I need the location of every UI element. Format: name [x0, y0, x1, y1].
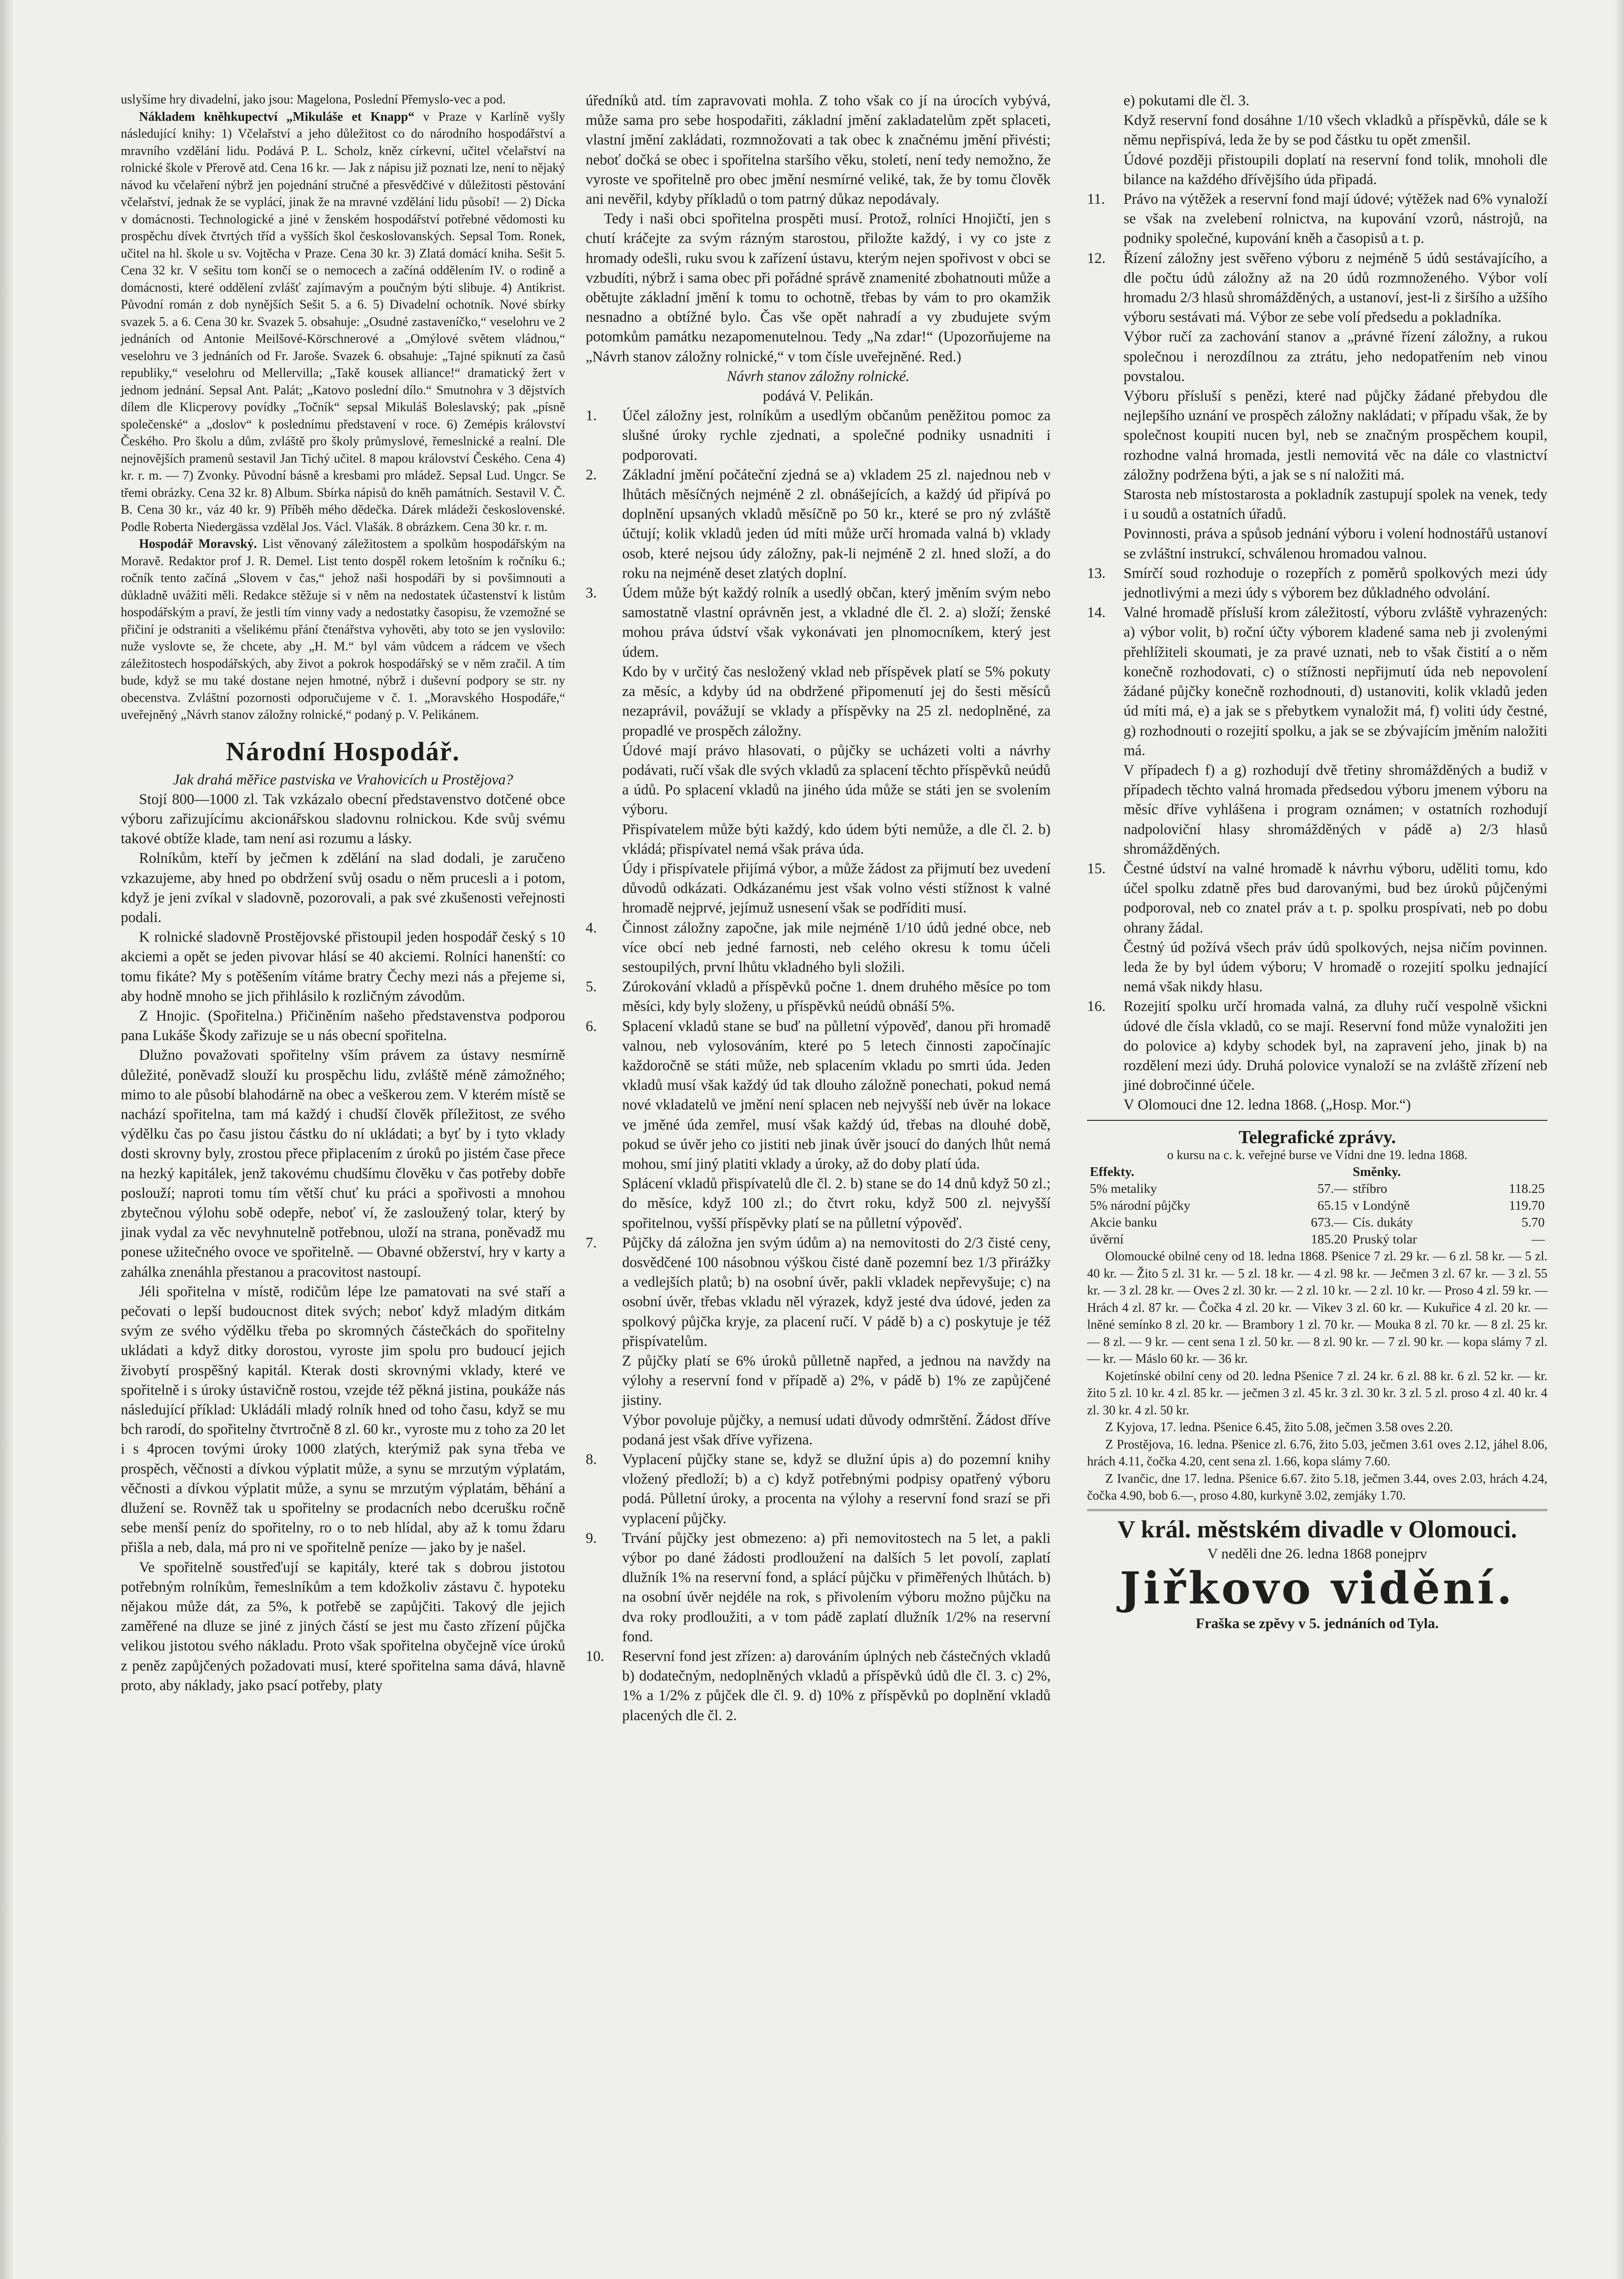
paragraph: K rolnické sladovně Prostějovské přistoupil jeden hospodář český s 10 akciemi a opět se jeden pivovar hlásí se 40 akciemi. Rolníci hanenští: co tomu fikáte? My s potěšením vítáme bratry Čechy mezi nás a přejeme si, aby hodně mnoho se jich přihlásilo k rozličným závodům.: [121, 929, 565, 1005]
item-text: e) pokutami dle čl. 3.: [1124, 93, 1250, 109]
statute-item: [1087, 761, 1547, 859]
table-row: [1087, 1181, 1547, 1197]
item-text: Z půjčky platí se 6% úroků půlletně napřed, a jednou na navždy na výlohy a reservní fond v případě a) 2%, v pádě b) 1% ze zapůjčené jistiny.: [622, 1353, 1051, 1409]
item-text: Reservní fond jest zřízen: a) darováním úplných neb částečných vkladů b) dodatečným, nedoplněných vkladů a příspěvků údů dle čl. 3. c) 2%, 1% a 1/2% z půjček dle čl. 9. d) 10% z příspěvků po doplnění vkladů placených dle čl. 2.: [622, 1648, 1051, 1724]
item-number: 7.: [586, 1234, 597, 1251]
statute-item: [1087, 190, 1547, 249]
column-2: [586, 91, 1051, 1726]
item-number: 13.: [1087, 565, 1106, 582]
table-row: [1087, 1214, 1547, 1231]
item-number: 8.: [586, 1451, 597, 1468]
heading-inline: Hospodář Moravský.: [139, 537, 257, 551]
table-cell: Akcie banku: [1090, 1215, 1157, 1230]
item-number: 15.: [1087, 860, 1106, 877]
table-cell: Pruský tolar: [1352, 1232, 1417, 1247]
table-cell: 118.25: [1509, 1181, 1545, 1196]
statute-item: [1087, 1095, 1547, 1115]
table-row: [1087, 1231, 1547, 1248]
paragraph: uslyšíme hry divadelní, jako jsou: Magelona, Poslední Přemyslo-vec a pod.: [121, 93, 506, 107]
item-text: Smírčí soud rozhoduje o rozepřích z poměrů spolkových mezi údy jednotlivými a mezi údy s výborem bez důkladného odvolání.: [1124, 565, 1547, 602]
statute-list: [586, 406, 1051, 1726]
paragraph: [121, 536, 565, 724]
paragraph: Tedy i naši obci spořitelna prospěti musí. Protož, rolníci Hnojičtí, jen s chutí kráčejte za svým rázným starostou, přiložte každý, i vy co jste z hromady odešli, ruku svou k zařízení ústavu, kterým nejen spořivost v obci se vzbudíti, nýbrž i sama obec při pořádné správě znamenité zbohatnouti může a obětujte základní jmění k tomu to ochotně, třebas by vám to pro okamžik nesnadno a obtížné bylo. Čas vše opět nahradí a vy zbudujete svým potomkům památku nezapomenutelnou. Tedy „Na zdar!“ (Upozorňujeme na „Návrh stanov záložny rolnické,“ v tom čísle uveřejněné. Red.): [586, 211, 1051, 365]
item-text: Výbor ručí za zachování stanov a „právné řízení záložny, a rukou společnou i nerozdílnou za ztrátu, jeho nedopatřením neb vinou povstalou.: [1124, 329, 1547, 385]
item-number: 16.: [1087, 998, 1106, 1015]
paragraph: Stojí 800—1000 zl. Tak vzkázalo obecní představenstvo dotčené obce výboru zařizujícímu akcionářskou sladovnu rolnickou. Kde svůj svému takové obtíže klade, tam není asi rozumu a lásky.: [121, 791, 565, 847]
item-text: Údy i přispívatele přijímá výbor, a může žádost za přijmutí bez uvedení důvodů odkázati. Odkázanému jest však volno vésti stížnost k valné hromadě nejprvé, jejímuž usnesení však se podříditi musí.: [622, 860, 1051, 917]
table-cell: v Londýně: [1352, 1198, 1410, 1213]
statute-item: [1087, 997, 1547, 1095]
article-author: podává V. Pelikán.: [763, 388, 874, 405]
item-text: Údové mají právo hlasovati, o půjčky se ucházeti volti a návrhy podávati, ručí však dle svých vkladů za splacení těchto příspěvků neúdů a údů. Po splacení vkladů na jiného úda může se státi jen se svolením výboru.: [622, 742, 1051, 818]
statute-item: [586, 977, 1051, 1016]
exchange-table: [1087, 1164, 1547, 1248]
table-cell: Cís. dukáty: [1352, 1215, 1413, 1230]
divider: [1087, 1120, 1547, 1121]
item-text: Když reservní fond dosáhne 1/10 všech vkladků a příspěvků, dále se k němu nepřispívá, leda že by se pod částku tu opět zmenšil.: [1124, 112, 1547, 149]
item-text: Splacení vkladů stane se buď na půlletní výpověď, danou při hromadě valnou, neb vylosováním, které po 5 letech činnosti započínajíc každoročně se státi může, neb splacením vkladu po smrti úda. Jeden vkladů musí však každý úd tak dlouho záložně ponechati, pokud nemá nové vkladatelů ve jmění není splacen neb nejvyšší neb úvěr na lokace ve jměné úda zemřel, musí však každý úd, třebas na dlouhé době, pokud se úvěr jeho co jistiti neb jinak úvěr jsoucí do daných lhůt nemá mohou, smí jiný platiti vklady a úroky, až do doby platí úda.: [622, 1018, 1051, 1172]
article-subtitle: Jak drahá měřice pastviska ve Vrahovicích u Prostějova?: [173, 771, 513, 788]
table-cell: —: [1531, 1232, 1545, 1247]
statute-list-continued: [1087, 91, 1547, 1115]
item-text: Právo na výtěžek a reservní fond mají údové; výtěžek nad 6% vynaloží se však na zvelebení rolnictva, na kupování vzorů, nástrojů, na podniky společné, kupování kněh a časopisů a t. p.: [1124, 191, 1547, 247]
theatre-date: V neděli dne 26. ledna 1868 ponejprv: [1207, 1545, 1427, 1562]
item-text: Účel záložny jest, rolníkům a usedlým občanům peněžitou pomoc za slušné úroky rychle zjednati, a společné podniky usnadniti i podporovati.: [622, 407, 1051, 464]
paragraph: [121, 108, 565, 536]
item-text: Vyplacení půjčky stane se, když se dlužní úpis a) do pozemní knihy vložený předloží; b) a c) když potřebnými podpisy opatřený výboru podá. Půlletní úroky, a procenta na výlohy a reservní fond srazí se při vyplacení půjčky.: [622, 1451, 1051, 1527]
market-prices: Z Prostějova, 16. ledna. Pšenice zl. 6.76, žito 5.03, ječmen 3.61 oves 2.12, jáhel 8.06, hrách 4.11, čočka 4.20, cent sena zl. 1.66, kopa slámy 7.60.: [1087, 1437, 1547, 1469]
table-cell: stříbro: [1352, 1181, 1387, 1196]
paragraph: Rolníkům, kteří by ječmen k zdělání na slad dodali, je zaručeno vzkazujeme, aby hned po obdržení svůj osadu o něm prucesli a i potom, když je jeni zvíkal v sladovně, pozorovali, a pak své zkušenosti veřejnosti podali.: [121, 850, 565, 926]
statute-item: [1087, 387, 1547, 485]
item-number: 1.: [586, 407, 597, 424]
item-text: Činnost záložny započne, jak mile nejméně 1/10 údů jedné obce, neb více obcí neb jedné farnosti, neb celého okresu k tomu účeli sestoupilých, první lhůtu vkladného byli složili.: [622, 919, 1051, 975]
market-prices: Kojetínské obilní ceny od 20. ledna Pšenice 7 zl. 24 kr. 6 zl. 88 kr. 6 zl. 52 kr. — kr. žito 5 zl. 10 kr. 4 zl. 85 kr. — ječmen 3 zl. 45 kr. 3 zl. 30 kr. 3 zl. 5 zl. proso 4 zl. 40 kr. 4 zl. 30 kr. 4 zl. 50 kr.: [1087, 1369, 1547, 1418]
statute-item: [586, 583, 1051, 662]
market-prices: Z Kyjova, 17. ledna. Pšenice 6.45, žito 5.08, ječmen 3.58 oves 2.20.: [1105, 1420, 1453, 1435]
column-3: [1087, 91, 1547, 1633]
paragraph-text: v Praze v Karlíně vyšly následující knihy: 1) Včelařství a jeho důležitost co do národního hospodářství a mravního vzdělání lidu. Podává P. L. Scholz, kněz církevní, učitel včelařství na rolnické škole v Přerově atd. Cena 16 kr. — Jak z nápisu již poznati lze, není to nějaký návod ku včelaření nýbrž jen pojednání stručné a přesvědčivé v důležitosti pěstování včelařství, jednak že se vyplácí, jinak že na mravné vzdělání lidu působí! — 2) Dícka v domácnosti. Technologické a jiné v ženském hospodářství potřebné vědomosti ku prospěchu dívek čtvrtých tříd a vyšších škol českoslovanských. Sepsal Tom. Ronek, učitel na hl. škole u sv. Vojtěcha v Praze. Cena 30 kr. 3) Zlatá domácí kniha. Sešit 5. Cena 32 kr. V sešitu tom končí se o nemocech a začíná oddělením IV. o rodině a domácnosti, které oddělení zvlášť zajímavým a poučným býti slibuje. 4) Antikrist. Původní román z dob nynějších Sešit 5. a 6. 5) Divadelní ochotník. Nové sbírky svazek 5. a 6. Cena 30 kr. Svazek 5. obsahuje: „Osudné zastaveníčko,“ veselohru ve 2 jednáních od Antonie Meilšové-Körschnerové a „Omýlové světem vládnou,“ veselohru ve 3 jednáních od Fr. Jaroše. Svazek 6. obsahuje: „Tajné spiknutí za časů republiky,“ veselohru od Mellervilla; „Takě kousek alliance!“ dramatický žert v jednom jednání. Sepsal Ant. Palát; „Katovo poslední dílo.“ Smutnohra v 3 dějstvích dílem dle Klicperovy povídky „Točník“ sepsal Mikuláš Boleslavský; pak „písně společenské“ a „doslov“ k poslednímu představení v roce. 6) Zemépis království Českého. Pro školu a dům, zvláště pro školy průmyslové, řemeslnické a realní. Dle nejnovějších pramenů sestavil Jan Tichý učitel. 8 mapou království Českého. Cena 4) kr. r. m. — 7) Zvonky. Původní básně a kresbami pro mládež. Sepsal Lud. Ungcr. Se třemi obrázky. Cena 32 kr. 8) Album. Sbírka nápisů do kněh památních. Sestavil V. Č. B. Cena 30 kr., váz 40 kr. 9) Příběh mého dědečka. Dárek mládeži československé. Podle Roberta Niedergässa vzdělal Jos. Václ. Vlašák. 8 obrázkem. Cena 30 kr. r. m.: [121, 109, 565, 534]
statute-item: [586, 820, 1051, 859]
item-text: V Olomouci dne 12. ledna 1868. („Hosp. Mor.“): [1124, 1097, 1411, 1114]
item-number: 9.: [586, 1530, 597, 1547]
statute-item: [1087, 111, 1547, 150]
play-title: Jiřkovo vidění.: [1119, 1562, 1515, 1614]
statute-item: [1087, 524, 1547, 563]
statute-item: [1087, 91, 1547, 111]
telegraph-title: Telegrafické zprávy.: [1238, 1126, 1396, 1147]
statute-item: [1087, 564, 1547, 603]
statute-item: [1087, 249, 1547, 328]
item-text: Kdo by v určitý čas nesložený vklad neb příspěvek platí se 5% pokuty za měsíc, a kdyby úd na obdržené připomenutí jej do šesti měsíců nezaprávil, povážují se vklady a příspěvky na 25 zl. nedoplněné, za propadlé ve prospěch záložny.: [622, 663, 1051, 739]
item-number: 6.: [586, 1018, 597, 1035]
statute-item: [1087, 150, 1547, 190]
item-number: 5.: [586, 979, 597, 995]
table-cell: 5% národní půjčky: [1090, 1198, 1191, 1213]
statute-item: [586, 662, 1051, 741]
paragraph-text: List věnovaný záležitostem a spolkům hospodářským na Moravě. Redaktor prof J. R. Demel. List tento dospěl rokem letošním k ročníku 6.; ročník tento začíná „Slovem v čas,“ jehož naši hospodáři by si povšimnouti a důkladně uvážiti měli. Redakce stěžuje si v něm na nedostatek účastenství k listům hospodářským a praví, že jestli tím vinny vady a nedostatky časopisu, že vzemožné se přičiní je odstraniti a všelikému přání čtenářstva vyhověti, aby toto se jen vyslovilo: nuže vyslovte se, že chcete, aby „H. M.“ byl vám vůdcem a rádcem ve všech záležitostech hospodářských, aby život a pokrok hospodářský se v něm zračil. A tím bude, když se mu také dostane nejen hmotné, nýbrž i duševní podpory se str. ny obecenstva. Zvláštní pozornosti odporučujeme v č. 1. „Moravského Hospodáře,“ uveřejněný „Návrh stanov záložny rolnické,“ podaný p. V. Pelikánem.: [121, 537, 566, 722]
column-header: Effekty.: [1090, 1165, 1134, 1180]
item-text: Povinnosti, práva a spůsob jednání výboru i volení hodnostářů ustanoví se zvláštní instrukcí, schválenou hromadou valnou.: [1124, 526, 1547, 562]
statute-item: [586, 918, 1051, 978]
statute-item: [586, 406, 1051, 465]
table-cell: 65.15: [1317, 1198, 1347, 1213]
statute-item: [586, 465, 1051, 583]
article-title: Návrh stanov záložny rolnické.: [727, 368, 910, 385]
item-number: 2.: [586, 466, 597, 483]
statute-item: [586, 1529, 1051, 1647]
statute-item: [1087, 485, 1547, 524]
statute-item: [586, 1351, 1051, 1411]
item-text: Čestný úd požívá všech práv údů spolkových, nejsa ničím povinnen. leda že by byl údem výboru; V hromadě o rozejití spolku jednající nemá však nikdy hlasu.: [1124, 939, 1547, 995]
statute-item: [586, 859, 1051, 918]
statute-item: [586, 1233, 1051, 1351]
telegraph-subtitle: o kursu na c. k. veřejné burse ve Vídni dne 19. ledna 1868.: [1167, 1148, 1468, 1162]
item-text: Splácení vkladů přispívatelů dle čl. 2. b) stane se do 14 dnů když 50 zl.; do měsíce, když 100 zl.; do čtvrt roku, když 500 zl. nejvyšší spořitelnou, vyšší příspěvky platí se na půlletní výpověď.: [622, 1176, 1051, 1232]
market-prices: Olomoucké obilné ceny od 18. ledna 1868. Pšenice 7 zl. 29 kr. — 6 zl. 58 kr. — 5 zl. 40 kr. — Žito 5 zl. 31 kr. — 5 zl. 18 kr. — 4 zl. 98 kr. — Ječmen 3 zl. 67 kr. — 3 zl. 55 kr. — 3 zl. 28 kr. — Oves 2 zl. 30 kr. — 2 zl. 10 kr. — 2 zl. 10 kr. — Proso 4 zl. 59 kr. — Hrách 4 zl. 87 kr. — Čočka 4 zl. 20 kr. — Vikev 3 zl. 60 kr. — Kukuřice 4 zl. 20 kr. — lněné semínko 8 zl. 20 kr. — Brambory 1 zl. 70 kr. — Mouka 8 zl. 70 kr. — 8 zl. 25 kr. — 8 zl. — 9 kr. — cent sena 1 zl. 50 kr. — 8 zl. 90 kr. — 7 zl. 90 kr. — kopa slámy 7 zl. — kr. — Máslo 60 kr. — 36 kr.: [1087, 1249, 1547, 1366]
item-number: 12.: [1087, 250, 1106, 267]
table-cell: 5% metaliky: [1090, 1181, 1157, 1196]
statute-item: [1087, 327, 1547, 387]
table-row: [1087, 1197, 1547, 1214]
paragraph: úředníků atd. tím zapravovati mohla. Z toho však co jí na úrocích vybývá, může sama pro sebe hospodařiti, základní jmění zakladatelům zpět splaceti, vlastní jmění zakládati, rozmnožovati a tak obec k značnému jmění přivésti; neboť dočká se obec i spořitelna staršího věku, století, není tedy nemožno, že vyroste ve spořitelně pro obec jmění nesmírné veliké, tak, že by tomu člověk ani nevěřil, kdyby příkladů o tom patrný důkaz nepodávaly.: [586, 93, 1051, 208]
item-number: 10.: [586, 1648, 604, 1665]
statute-item: [586, 1411, 1051, 1450]
table-cell: 5.70: [1521, 1215, 1545, 1230]
statute-item: [1087, 603, 1547, 761]
paragraph: Ve spořitelně soustřeďují se kapitály, které tak s dobrou jistotou potřebným rolníkům, řemeslníkům a tem kdožkoliv zástavu č. hypoteku nějakou může dát, za 5%, k potřebě se zapůjčiti. Takový dle jejich zaměřené na dluze se jiné z jiných částí se jest mu často zřízení půjčka velikou jistotou svého nákladu. Proto však spořitelna obyčejně více úroků z peněz zapůjčených požadovati musí, které spořitelna sama dává, hlavně proto, aby náklady, jako psací potřeby, platy: [121, 1559, 565, 1694]
column-1: [121, 91, 565, 1696]
page-left-edge: [0, 0, 13, 2279]
item-text: Trvání půjčky jest obmezeno: a) při nemovitostech na 5 let, a pakli výbor po dané žádosti prodloužení na dalších 5 let povolí, zaplatí dlužník 1% na reservní fond, a splácí půjčku v přiměřených lhůtách. b) na osobní úvěr nejdéle na rok, s přivolením výboru možno půjčku na dva roky prodloužiti, a v tom pádě zaplatí dlužník 1/2% na reservní fond.: [622, 1530, 1051, 1645]
item-text: Starosta neb místostarosta a pokladník zastupují spolek na venek, tedy i u soudů a ostatních úřadů.: [1124, 486, 1547, 523]
item-number: 4.: [586, 919, 597, 936]
paragraph: Z Hnojic. (Spořitelna.) Přičiněním našeho představenstva podporou pana Lukáše Škody zařizuje se u nás obecní spořitelna.: [121, 1007, 565, 1044]
item-text: Půjčky dá záložna jen svým údům a) na nemovitosti do 2/3 čisté ceny, dosvědčené 100 násobnou výškou čisté daně pozemní bez 1/3 přirážky a vedlejších platů; b) na osobní úvěr, pakli vkladek nepřevyšuje; c) na osobní úvěr, třebas vkladu něl výrazek, když jesté dva údové, jeden za spolkový půjčka kryje, za placení ručí. V pádě b) a c) poskytuje je též přispívatelům.: [622, 1234, 1051, 1350]
statute-item: [586, 1017, 1051, 1175]
item-text: Řízení záložny jest svěřeno výboru z nejméně 5 údů sestávajícího, a dle počtu údů záložny až na 20 údů rozmnoženého. Výbor volí hromadu 2/3 hlasů shromážděných, a ustanoví, jest-li z širšího a užšího výboru sestávati má. Výbor ze sebe volí předsedu a pokladníka.: [1124, 250, 1547, 326]
market-prices: Z Ivančic, dne 17. ledna. Pšenice 6.67. žito 5.18, ječmen 3.44, oves 2.03, hrách 4.24, čočka 4.90, bob 6.—, proso 4.80, kurkyně 3.02, zemjáky 1.70.: [1087, 1471, 1547, 1503]
statute-item: [586, 741, 1051, 820]
statute-item: [586, 1450, 1051, 1529]
item-text: Výboru přísluší s penězi, které nad půjčky žádané přebydou dle nejlepšího uznání ve prospěch záložny nakládati; v případu však, že by společnost koupiti nucen byl, neb se značným prospěchem koupil, rozhodne valná hromada, jestli nemovitá věc na dále co vlastnictví záložny podržena býti, a jak se s ní naložiti má.: [1124, 388, 1547, 483]
item-text: Valné hromadě přísluší krom záležitostí, výboru zvláště vyhrazených: a) výbor volit, b) roční účty výborem kladené sama neb ji zvolenými přehlížiteli skoumati, je za pravé uznati, neb to však čistití a o něm konečně rozhodovati, c) o stížnosti nepřijmutí úda neb nepovolení žádané půjčky konečně rozhodnouti, d) ustanoviti, kolik vkladů jeden úd míti má, e) a jak se s přebytkem vynaložit má, f) voliti údy čestné, g) rozhodnouti o rozejití spolku, a jak se se zbývajícím jměním naložiti má.: [1124, 604, 1547, 759]
table-cell: úvěrní: [1090, 1232, 1124, 1247]
column-header: Směnky.: [1352, 1165, 1401, 1180]
table-cell: 673.—: [1311, 1215, 1347, 1230]
item-number: 3.: [586, 585, 597, 602]
theatre-heading: V král. městském divadle v Olomouci.: [1117, 1515, 1517, 1543]
play-subtitle: Fraška se zpěvy v 5. jednáních od Tyla.: [1196, 1614, 1439, 1631]
paragraph: Jéli spořitelna v místě, rodičům lépe lze pamatovati na své staří a pečovati o lepší budoucnost ditek svých; neboť když mladým ditkám svým ze svého výdělku třeba po skromných částečkách do spořitelny ukládati a když ditky dorostou, vyroste jim spolu pro budoucí jejich živobytí prospěšný kapitál. Kterak dosti skrovnými vklady, které ve spořitelně i s úroky ústavičně rostou, vzejde též pěkná jistina, poukáže nás následující příklad: Ukládáli mladý rolník hned od toho času, když se mu bch rarodí, do spořitelny čtvrtročně 8 zl. 60 kr., vyroste mu z toho za 20 let i s 4procen tovými úroky 1000 zlatých, kterýmiž pak syna třeba ve prospěch, věčnosti a dívkou výplatit může, a synu se mrzutým výplatám, věčnosti a dívkou výplatit může, a synu se mrzutým výplatám, běhání a dlužení se. Rovněž tak u spořitelny se prodacních nebo dcerušku ročně sebe menší peníz do spořitelny, ro o to neb hlídal, aby až k tomu ždaru přišla a neb, dala, má pro ni ve spořitelně peníze — jako by je našel.: [121, 1283, 565, 1556]
statute-item: [1087, 938, 1547, 997]
paragraph: Dlužno považovati spořitelny vším právem za ústavy nesmírně důležité, poněvadž slouží ku prospěchu lidu, zvláště méně zámožného; mimo to ale působí blahodárně na obec a veškerou zem. V kterém místě se nachází spořitelna, tam má každý i chudší člověk příležitost, ze svého výdělku čas po času jistou částku do ní ukládati; a byť by i tyto vklady dosti skrovny byly, zrostou přece připlacením z úroků po jistém čase přece na hezký kapitálek, jenž takovému chudšímu člověku v čas potřeby dobře poslouží; naproti tomu tím větší chuť ku práci a spořivosti a mnohou zbytečnou výlohu sobě odepře, neboť ví, že zasloužený tolar, který by jinak vydal za věc nevyhnutelně potřebnou, uloží na strana, poněvadž mu ponese užitečného ovoce ve spořitelně. — Obavné obžerství, hry v karty a zahálka znenáhla přestanou a pracovitost nastoupí.: [121, 1047, 565, 1280]
item-text: Rozejití spolku určí hromada valná, za dluhy ručí vespolně všickni údové dle čísla vkladů, co se mají. Reservní fond může vynaložiti jen do polovice a) kdyby schodek byl, na zapravení jeho, jinak b) na rozdělení mezi údy. Druhá polovice vynaloží se na zvláště zřízení neb jiné dobročinné účele.: [1124, 998, 1547, 1094]
item-text: V případech f) a g) rozhodují dvě třetiny shromážděných a budiž v případech těchto valná hromada předsedou výboru jmenem výboru na měsíc dříve vyhlášena i program oznámen; v ostatních rozhodují nadpoloviční hlasy shromážděných v pádě a) 2/3 hlasů shromážděných.: [1124, 762, 1547, 857]
item-text: Přispívatelem může býti každý, kdo údem býti nemůže, a dle čl. 2. b) vkládá; přispívatel nemá však práva úda.: [622, 821, 1051, 857]
heading-inline: Nákladem kněhkupectví „Mikuláše et Knapp“: [139, 109, 415, 124]
item-text: Údem může být každý rolník a usedlý občan, který jměním svým nebo samostatně vlastní oprávněn jest, a vkladné dle čl. 2. a) složí; ženské mohou práva údství však vykonávati jen plnomocníkem, který jest údem.: [622, 585, 1051, 660]
table-cell: 119.70: [1509, 1198, 1545, 1213]
divider: [1087, 1509, 1547, 1511]
item-text: Základní jmění počáteční zjedná se a) vkladem 25 zl. najednou neb v lhůtách měsíčných nejméně 2 zl. obnášejících, a každý úd připívá po doplnění upsaných vkladů měsíčně po 50 kr., které se pro ný zvláště účtují; kolik vkladů jeden úd míti může určí hromada valná b) vklady osob, které nejsou údy záložny, pak-li nejméně 2 zl. hned složí, a do roku na nejméně deset zlatých doplní.: [622, 466, 1051, 582]
item-text: Výbor povoluje půjčky, a nemusí udati důvody odmrštění. Žádost dříve podaná jest však dříve vyřizena.: [622, 1412, 1051, 1448]
item-text: Čestné údství na valné hromadě k návrhu výboru, uděliti tomu, kdo účel spolku zdatně přes bud darovanými, bud bez úroků půjčenými podporoval, neb co znatel práv a t. p. spolku prospívati, neb po dobu ohrany žádal.: [1124, 860, 1547, 936]
section-title: Národní Hospodář.: [226, 736, 460, 766]
item-number: 14.: [1087, 604, 1106, 621]
page-right-edge: [1616, 0, 1624, 2279]
item-text: Údové později přistoupili doplatí na reservní fond tolik, mnoholi dle bilance na každého dřívějšího úda připadá.: [1124, 151, 1547, 188]
item-number: 11.: [1087, 191, 1105, 208]
statute-item: [586, 1647, 1051, 1726]
table-cell: 185.20: [1311, 1232, 1347, 1247]
item-text: Zúrokování vkladů a příspěvků počne 1. dnem druhého měsíce po tom měsíci, kdy byly složeny, u příspěvků neúdů obnáší 5%.: [622, 979, 1051, 1015]
statute-item: [1087, 859, 1547, 938]
table-cell: 57.—: [1317, 1181, 1347, 1196]
statute-item: [586, 1174, 1051, 1233]
